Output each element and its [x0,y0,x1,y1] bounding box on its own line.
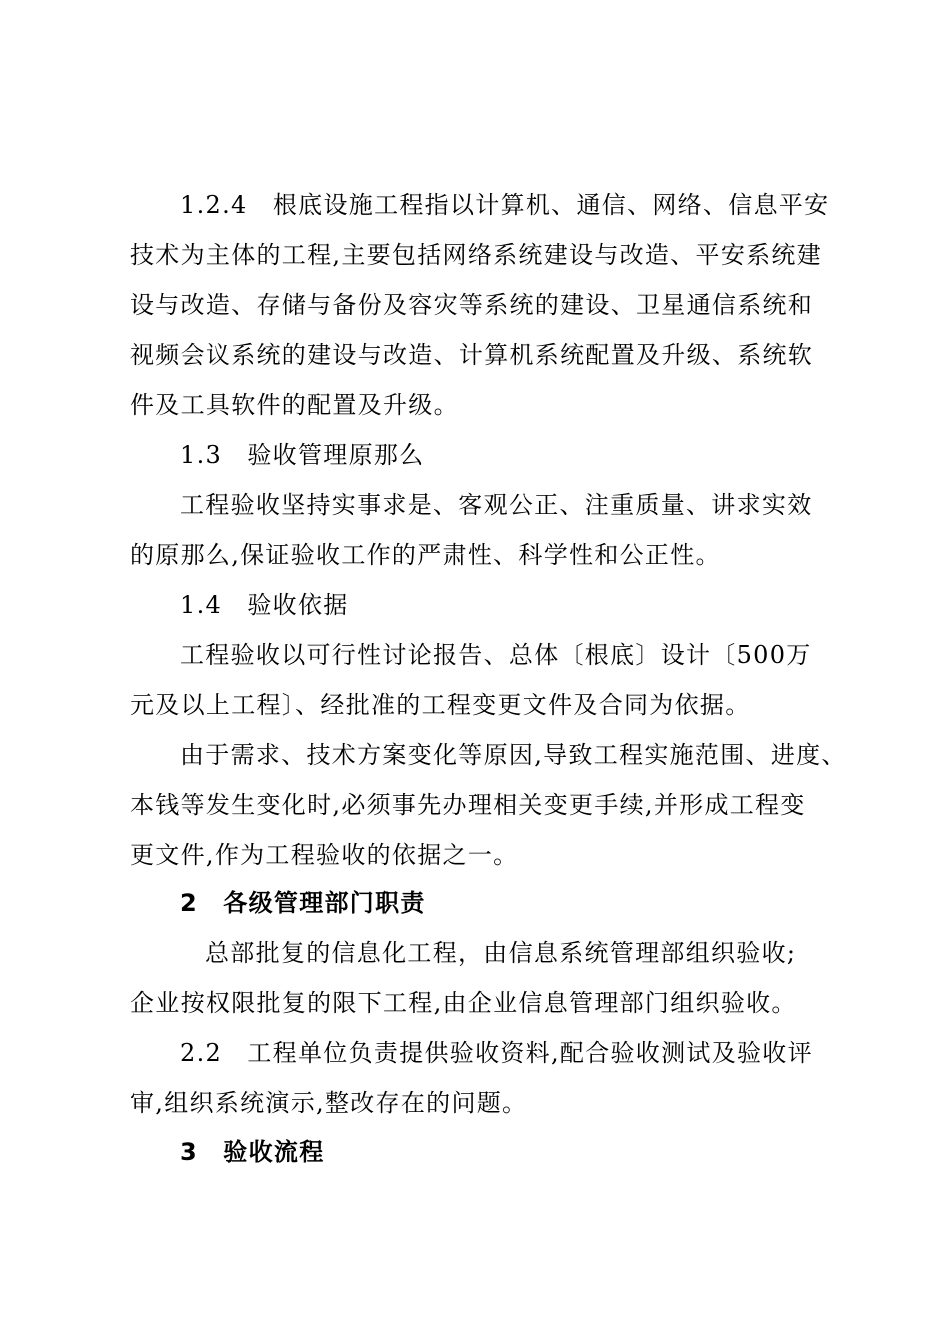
para-1-2-4-line-4: 视频会议系统的建设与改造、计算机系统配置及升级、系统软 [130,341,814,369]
para-1-2-4-line-1: 1.2.4 根底设施工程指以计算机、通信、网络、信息平安 [180,191,830,219]
section-1-4-heading: 1.4 验收依据 [180,591,349,619]
para-2-1-line-1: 总部批复的信息化工程，由信息系统管理部组织验收; [205,939,797,967]
section-1-3-heading: 1.3 验收管理原那么 [180,441,425,469]
section-3-heading: 3 验收流程 [180,1138,325,1166]
para-1-2-4-line-5: 件及工具软件的配置及升级。 [130,391,459,419]
para-1-4b-line-1: 由于需求、技术方案变化等原因,导致工程实施范围、进度、 [180,741,847,769]
para-2-1-line-2: 企业按权限批复的限下工程,由企业信息管理部门组织验收。 [130,989,797,1017]
para-1-2-4-line-3: 设与改造、存储与备份及容灾等系统的建设、卫星通信系统和 [130,291,814,319]
para-2-2-line-2: 审,组织系统演示,整改存在的问题。 [130,1089,528,1117]
para-1-3-line-2: 的原那么,保证验收工作的严肃性、科学性和公正性。 [130,541,721,569]
para-1-2-4-line-2: 技术为主体的工程,主要包括网络系统建设与改造、平安系统建 [130,241,823,269]
para-1-4-line-1: 工程验收以可行性讨论报告、总体〔根底〕设计〔500万 [180,641,812,669]
para-1-4b-line-2: 本钱等发生变化时,必须事先办理相关变更手续,并形成工程变 [130,791,806,819]
para-1-4-line-2: 元及以上工程〕、经批准的工程变更文件及合同为依据。 [130,691,751,719]
para-1-4b-line-3: 更文件,作为工程验收的依据之一。 [130,841,519,869]
section-2-heading: 2 各级管理部门职责 [180,889,426,917]
para-2-2-line-1: 2.2 工程单位负责提供验收资料,配合验收测试及验收评 [180,1039,813,1067]
para-1-3-line-1: 工程验收坚持实事求是、客观公正、注重质量、讲求实效 [180,491,813,519]
